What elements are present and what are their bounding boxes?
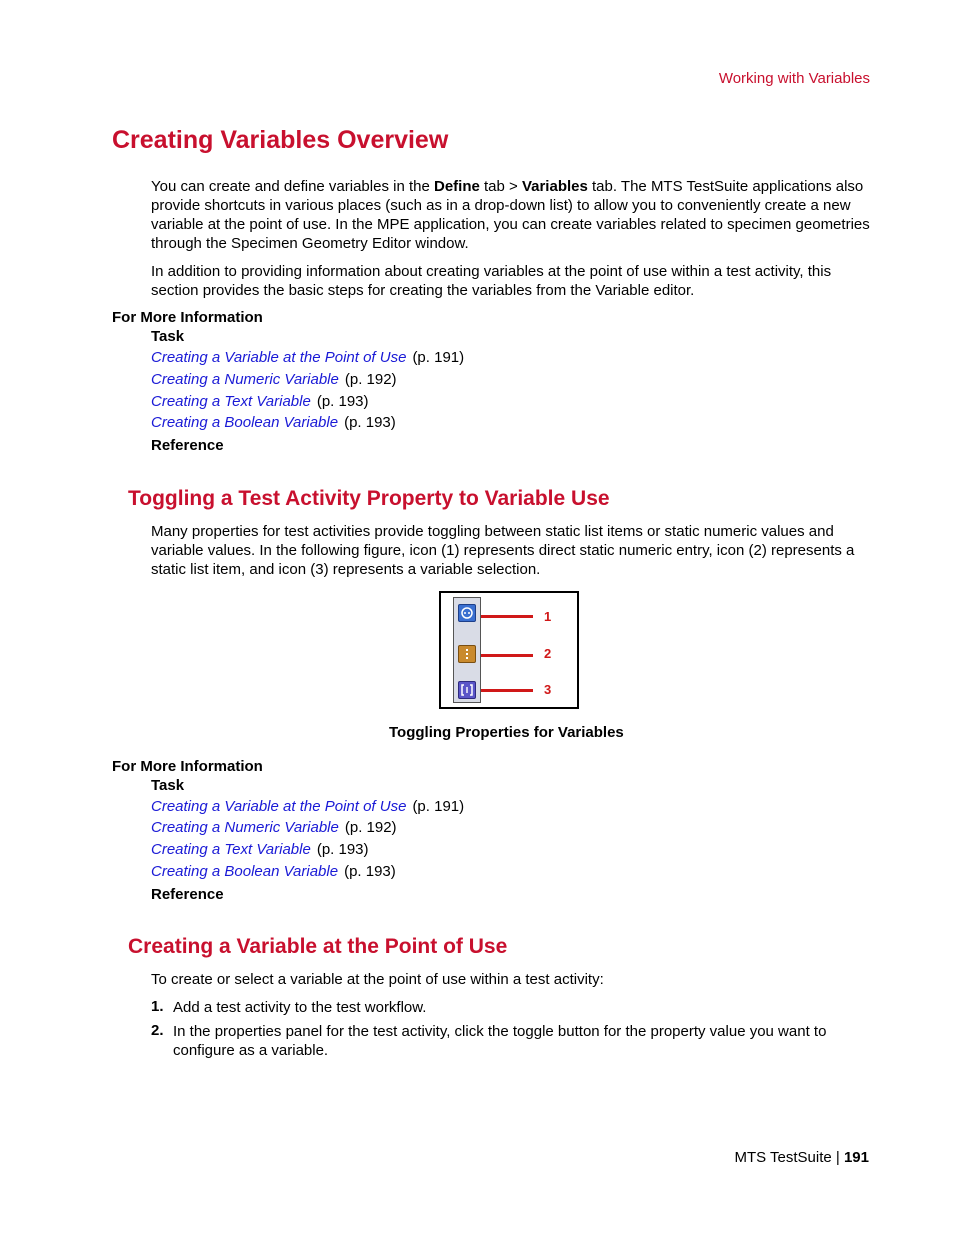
- more-info-heading: For More Information: [112, 758, 263, 775]
- link-point-of-use[interactable]: Creating a Variable at the Point of Use: [151, 349, 407, 366]
- callout-line-2: [481, 654, 533, 657]
- link-item: Creating a Variable at the Point of Use (p. 191): [151, 798, 465, 815]
- numeric-entry-icon: [458, 604, 476, 622]
- callout-label-3: 3: [544, 682, 552, 697]
- toggling-paragraph: Many properties for test activities provide toggling between static list items or static numeric values and variable values. In the following figure, icon (1) represents direct static numeric entry, icon (2) represents a static list item, and icon (3) represents a variable selection.: [151, 523, 855, 578]
- figure-caption: Toggling Properties for Variables: [389, 724, 624, 741]
- section-title-toggling: Toggling a Test Activity Property to Variable Use: [128, 487, 610, 510]
- callout-line-1: [481, 615, 533, 618]
- variable-icon: [458, 681, 476, 699]
- list-item-icon: [458, 645, 476, 663]
- link-item: Creating a Variable at the Point of Use (p. 191): [151, 349, 465, 366]
- more-info-heading: For More Information: [112, 309, 263, 326]
- task-label: Task: [151, 777, 185, 794]
- overview-paragraph-1: You can create and define variables in the Define tab > Variables tab. The MTS TestSuite applications also provide shortcuts in various places (such as in a drop-down list) to allow you to conveniently create a new variable at the point of use. In the MPE application, you can create variables related to specimen geometries through the Specimen Geometry Editor window.: [151, 178, 870, 252]
- task-label: Task: [151, 328, 185, 345]
- link-boolean-variable[interactable]: Creating a Boolean Variable: [151, 414, 339, 431]
- section-title-overview: Creating Variables Overview: [112, 126, 449, 154]
- reference-label: Reference: [151, 437, 224, 454]
- link-item: Creating a Text Variable (p. 193): [151, 393, 369, 410]
- footer-separator: |: [835, 1149, 840, 1166]
- section-title-point-of-use: Creating a Variable at the Point of Use: [128, 935, 508, 958]
- point-of-use-intro: To create or select a variable at the point of use within a test activity:: [151, 971, 604, 988]
- callout-label-1: 1: [544, 609, 552, 624]
- footer-product: MTS TestSuite: [734, 1149, 832, 1166]
- link-numeric-variable[interactable]: Creating a Numeric Variable: [151, 371, 339, 388]
- callout-label-2: 2: [544, 646, 552, 661]
- link-item: Creating a Numeric Variable (p. 192): [151, 819, 397, 836]
- link-item: Creating a Boolean Variable (p. 193): [151, 414, 396, 431]
- step-number: 2.: [151, 1022, 164, 1039]
- overview-paragraph-2: In addition to providing information about creating variables at the point of use within a test activity, this section provides the basic steps for creating the variables from the Variable editor.: [151, 263, 832, 299]
- link-numeric-variable[interactable]: Creating a Numeric Variable: [151, 819, 339, 836]
- reference-label: Reference: [151, 886, 224, 903]
- link-item: Creating a Numeric Variable (p. 192): [151, 371, 397, 388]
- page-number: 191: [843, 1149, 869, 1166]
- step-number: 1.: [151, 998, 164, 1015]
- link-item: Creating a Boolean Variable (p. 193): [151, 863, 396, 880]
- link-item: Creating a Text Variable (p. 193): [151, 841, 369, 858]
- step-2: [151, 1022, 871, 1060]
- link-text-variable[interactable]: Creating a Text Variable: [151, 841, 311, 858]
- step-text: Add a test activity to the test workflow.: [173, 999, 427, 1016]
- link-text-variable[interactable]: Creating a Text Variable: [151, 393, 311, 410]
- step-1: [151, 998, 871, 1017]
- running-header: Working with Variables: [718, 70, 870, 87]
- callout-line-3: [481, 689, 533, 692]
- page-footer: [734, 1149, 869, 1166]
- step-text: In the properties panel for the test activity, click the toggle button for the property value you want to configure as a variable.: [173, 1023, 827, 1059]
- toggle-figure: [439, 591, 579, 709]
- link-boolean-variable[interactable]: Creating a Boolean Variable: [151, 863, 339, 880]
- toggle-icon-strip: [453, 597, 481, 703]
- link-point-of-use[interactable]: Creating a Variable at the Point of Use: [151, 798, 407, 815]
